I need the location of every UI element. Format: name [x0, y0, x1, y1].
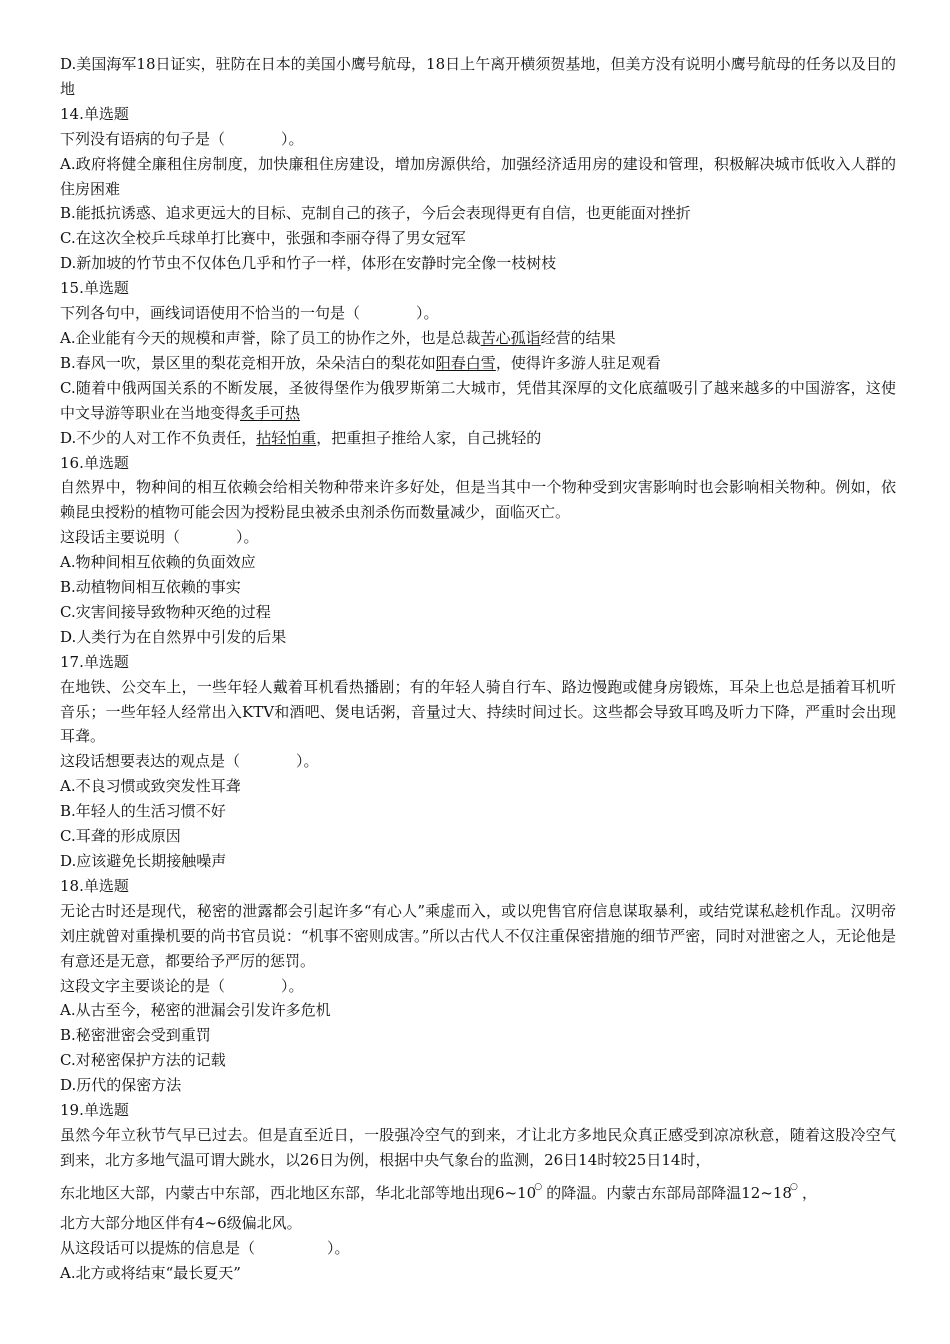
q15-option-a[interactable] — [60, 326, 896, 351]
q19-passage-part3: 北方大部分地区伴有4~6级偏北风。 — [60, 1213, 302, 1232]
q16-option-c[interactable]: C.灾害间接导致物种灭绝的过程 — [60, 602, 271, 621]
q18-option-d[interactable]: D.历代的保密方法 — [60, 1076, 182, 1095]
q15-stem-text: 下列各句中，画线词语使用不恰当的一句是（ — [60, 304, 361, 323]
q17-stem-text: 这段话想要表达的观点是（ — [60, 752, 241, 771]
q15-b-text: B.春风一吹，景区里的梨花竞相开放，朵朵洁白的梨花如 — [60, 353, 436, 372]
q14-stem — [60, 127, 896, 152]
q18-passage: 无论古时还是现代，秘密的泄露都会引起许多“有心人”乘虚而入，或以兜售官府信息谋取暴利，或结党谋私趁机作乱。汉明帝刘庄就曾对重操机要的尚书官员说：“机事不密则成害。”所以古代人不仅注重保密措施的细节严密，同时对泄密之人，无论他是有意还是无意，都要给予严厉的惩罚。 — [60, 901, 896, 970]
q16-stem-end: ）。 — [236, 528, 259, 547]
q16-header: 16.单选题 — [60, 453, 129, 472]
q15-option-b[interactable] — [60, 351, 896, 376]
q15-d-text-end: ，把重担子推给人家，自己挑轻的 — [316, 428, 542, 447]
q17-option-b[interactable]: B.年轻人的生活习惯不好 — [60, 802, 226, 821]
q18-option-a[interactable]: A.从古至今，秘密的泄漏会引发许多危机 — [60, 1001, 331, 1020]
q19-stem — [60, 1236, 896, 1261]
q18-stem-end: ）。 — [281, 976, 304, 995]
q18-header: 18.单选题 — [60, 876, 129, 895]
q19-header: 19.单选题 — [60, 1101, 129, 1120]
q14-option-b[interactable]: B.能抵抗诱惑、追求更远大的目标、克制自己的孩子，今后会表现得更有自信，也更能面对挫折 — [60, 204, 691, 223]
q17-stem — [60, 749, 896, 774]
q18-stem-text: 这段文字主要谈论的是（ — [60, 976, 226, 995]
q15-c-text: C.随着中俄两国关系的不断发展，圣彼得堡作为俄罗斯第二大城市，凭借其深厚的文化底蕴吸引了越来越多的中国游客，这使中文导游等职业在当地变得 — [60, 378, 896, 422]
q17-header: 17.单选题 — [60, 652, 129, 671]
q15-a-underlined-term: 苦心孤诣 — [480, 328, 541, 347]
degree-symbol-glyph: ○ — [789, 1181, 798, 1192]
q15-a-text: A.企业能有今天的规模和声誉，除了员工的协作之外，也是总裁 — [60, 328, 481, 347]
q14-stem-end: ）。 — [281, 129, 304, 148]
q14-header: 14.单选题 — [60, 104, 129, 123]
q16-stem — [60, 525, 896, 550]
q19-passage-part2 — [60, 1175, 896, 1211]
q17-stem-end: ）。 — [296, 752, 319, 771]
q15-b-text-end: ，使得许多游人驻足观看 — [495, 353, 661, 372]
q15-b-underlined-term: 阳春白雪 — [435, 353, 496, 372]
q18-stem — [60, 974, 896, 999]
q19-option-a[interactable]: A.北方或将结束“最长夏天” — [60, 1263, 241, 1282]
q17-option-d[interactable]: D.应该避免长期接触噪声 — [60, 852, 227, 870]
q15-c-underlined-term: 炙手可热 — [240, 403, 301, 422]
q18-option-c[interactable]: C.对秘密保护方法的记载 — [60, 1051, 226, 1070]
q19-stem-text: 从这段话可以提炼的信息是（ — [60, 1238, 256, 1257]
q17-option-c[interactable]: C.耳聋的形成原因 — [60, 827, 181, 846]
q15-stem — [60, 301, 896, 326]
q17-option-a[interactable]: A.不良习惯或致突发性耳聋 — [60, 777, 241, 796]
q16-option-b[interactable]: B.动植物间相互依赖的事实 — [60, 578, 241, 597]
degree-symbol-glyph: ○ — [534, 1181, 543, 1192]
q19-passage-text-c: ， — [801, 1183, 817, 1202]
q15-stem-end: ）。 — [416, 304, 439, 323]
q14-stem-text: 下列没有语病的句子是（ — [60, 129, 226, 148]
q15-d-underlined-term: 拈轻怕重 — [256, 428, 317, 447]
q15-option-d[interactable] — [60, 426, 896, 451]
q18-option-b[interactable]: B.秘密泄密会受到重罚 — [60, 1026, 211, 1045]
q15-header: 15.单选题 — [60, 279, 129, 298]
q19-passage-part1: 虽然今年立秋节气早已过去。但是直至近日，一股强冷空气的到来，才让北方多地民众真正感受到凉凉秋意，随着这股冷空气到来，北方多地气温可谓大跳水，以26日为例，根据中央气象台的监测，26日14时较25日14时， — [60, 1125, 896, 1169]
q13-option-d[interactable]: D.美国海军18日证实，驻防在日本的美国小鹰号航母，18日上午离开横须贺基地，但美方没有说明小鹰号航母的任务以及目的地 — [60, 55, 896, 98]
q15-a-text-end: 经营的结果 — [540, 328, 616, 347]
q17-passage: 在地铁、公交车上，一些年轻人戴着耳机看热播剧；有的年轻人骑自行车、路边慢跑或健身房锻炼，耳朵上也总是插着耳机听音乐；一些年轻人经常出入KTV和酒吧、煲电话粥，音量过大、持续时间过长。这些都会导致耳鸣及听力下降，严重时会出现耳聋。 — [60, 677, 896, 746]
q14-option-c[interactable]: C.在这次全校乒乓球单打比赛中，张强和李丽夺得了男女冠军 — [60, 229, 466, 248]
q19-stem-end: ）。 — [327, 1238, 350, 1257]
q15-option-c[interactable] — [60, 376, 896, 426]
q16-passage: 自然界中，物种间的相互依赖会给相关物种带来许多好处，但是当其中一个物种受到灾害影响时也会影响相关物种。例如，依赖昆虫授粉的植物可能会因为授粉昆虫被杀虫剂杀伤而数量减少，面临灭亡。 — [60, 478, 896, 522]
q14-option-d[interactable]: D.新加坡的竹节虫不仅体色几乎和竹子一样，体形在安静时完全像一枝树枝 — [60, 254, 557, 273]
q16-option-a[interactable]: A.物种间相互依赖的负面效应 — [60, 553, 256, 572]
q15-d-text: D.不少的人对工作不负责任， — [60, 428, 257, 447]
document-page — [60, 52, 896, 1286]
q19-passage-text-b: 的降温。内蒙古东部局部降温12~18 — [546, 1183, 792, 1202]
q16-stem-text: 这段话主要说明（ — [60, 528, 181, 547]
q14-option-a[interactable]: A.政府将健全廉租住房制度，加快廉租住房建设，增加房源供给，加强经济适用房的建设和管理，积极解决城市低收入人群的住房困难 — [60, 154, 896, 198]
q16-option-d[interactable]: D.人类行为在自然界中引发的后果 — [60, 627, 287, 646]
q19-passage-text-a: 东北地区大部，内蒙古中东部，西北地区东部，华北北部等地出现6~10 — [60, 1183, 537, 1202]
